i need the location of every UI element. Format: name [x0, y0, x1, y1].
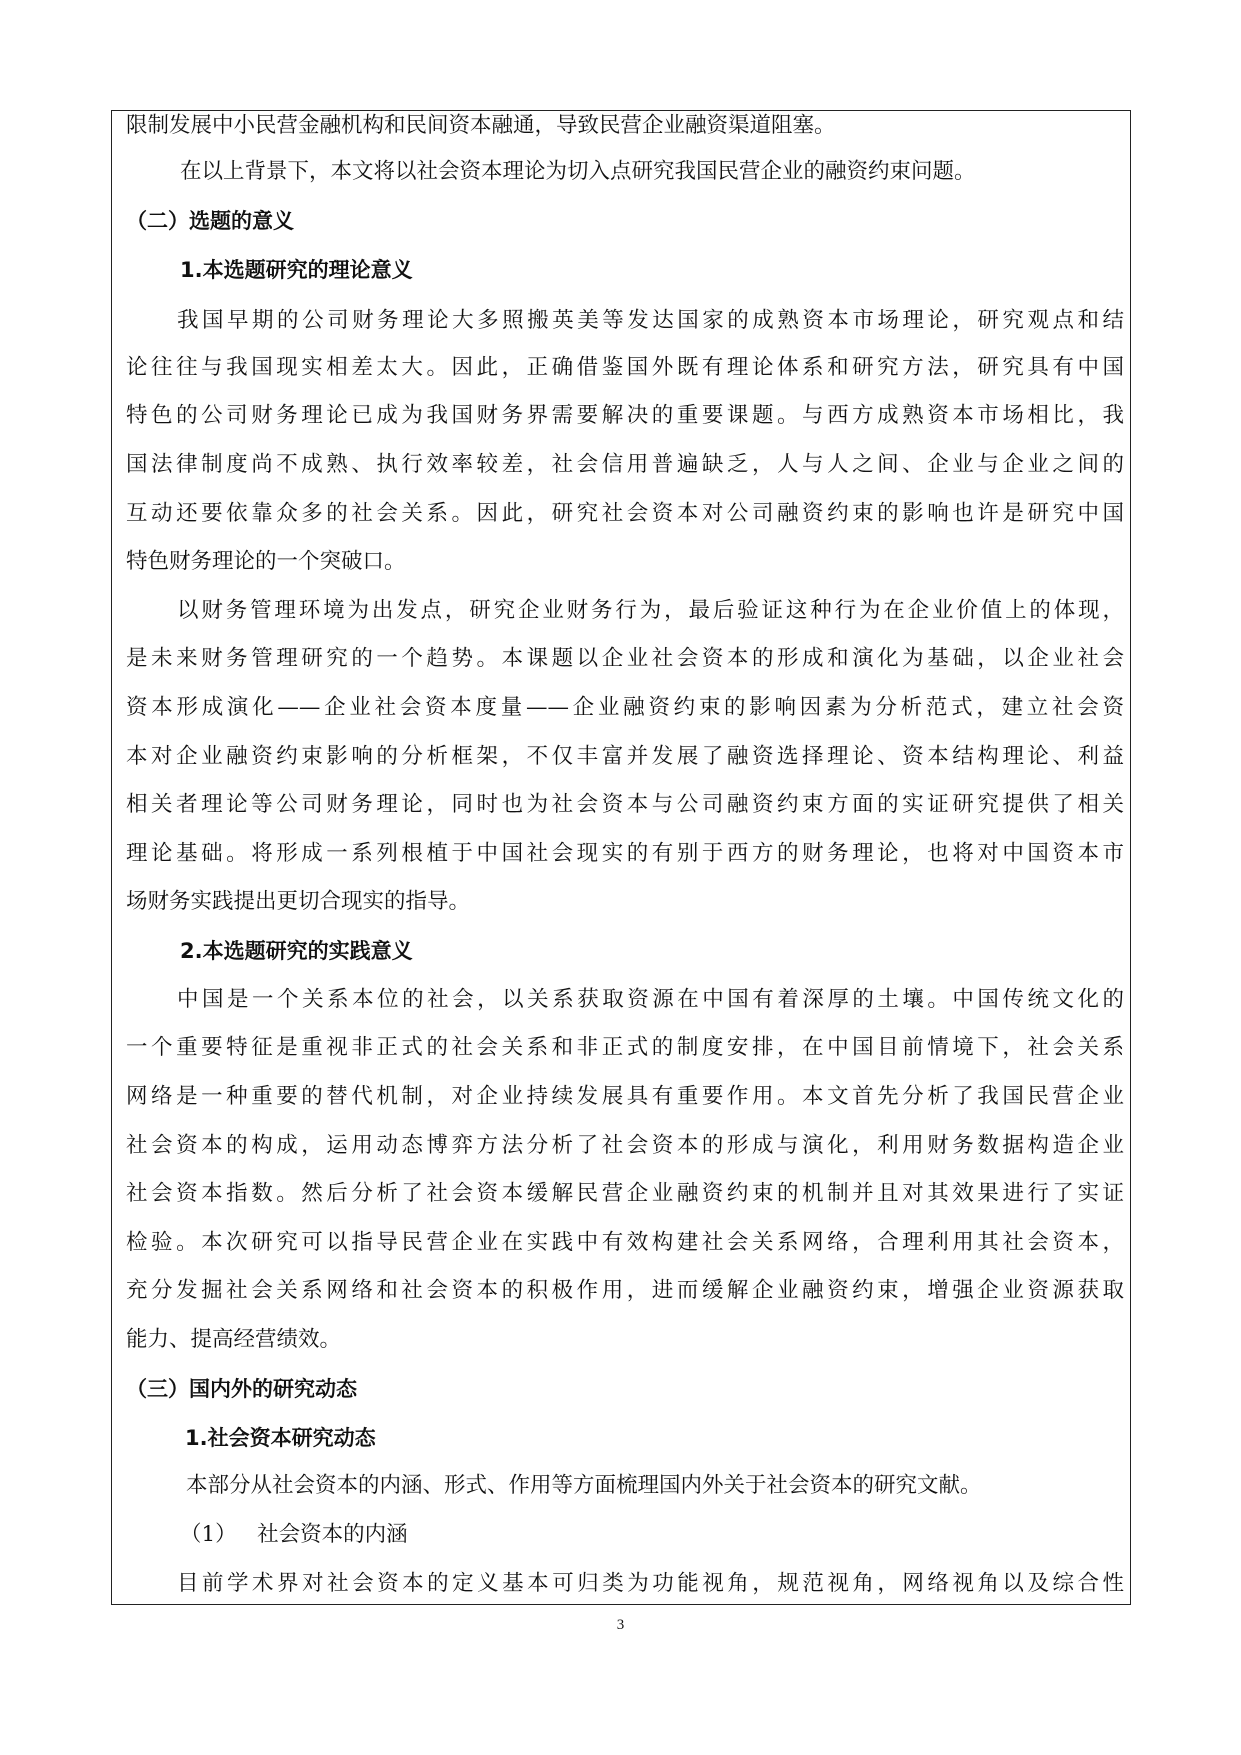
subsection-heading-theory: 1.本选题研究的理论意义 [180, 258, 413, 282]
text-line-22: 社会资本的构成，运用动态博弈方法分析了社会资本的形成与演化，利用财务数据构造企业 [126, 1133, 1124, 1158]
subsection-heading-practice: 2.本选题研究的实践意义 [180, 939, 413, 963]
text-line-29: 本部分从社会资本的内涵、形式、作用等方面梳理国内外关于社会资本的研究文献。 [186, 1473, 982, 1498]
text-line-23: 社会资本指数。然后分析了社会资本缓解民营企业融资约束的机制并且对其效果进行了实证 [126, 1181, 1124, 1206]
text-line-19: 中国是一个关系本位的社会，以关系获取资源在中国有着深厚的土壤。中国传统文化的 [177, 987, 1124, 1012]
text-line-8: 国法律制度尚不成熟、执行效率较差，社会信用普遍缺乏，人与人之间、企业与企业之间的 [126, 452, 1124, 477]
page-number: 3 [616, 1617, 625, 1633]
text-line-15: 相关者理论等公司财务理论，同时也为社会资本与公司融资约束方面的实证研究提供了相关 [126, 792, 1124, 817]
text-line-7: 特色的公司财务理论已成为我国财务界需要解决的重要课题。与西方成熟资本市场相比，我 [126, 403, 1124, 428]
text-line-5: 我国早期的公司财务理论大多照搬英美等发达国家的成熟资本市场理论，研究观点和结 [177, 308, 1124, 333]
text-line-26: 能力、提高经营绩效。 [126, 1327, 342, 1352]
list-item-1: （1） 社会资本的内涵 [180, 1522, 408, 1547]
text-line-25: 充分发掘社会关系网络和社会资本的积极作用，进而缓解企业融资约束，增强企业资源获取 [126, 1278, 1124, 1303]
text-line-21: 网络是一种重要的替代机制，对企业持续发展具有重要作用。本文首先分析了我国民营企业 [126, 1084, 1124, 1109]
section-heading-2: （二）选题的意义 [126, 209, 294, 233]
text-line-6: 论往往与我国现实相差太大。因此，正确借鉴国外既有理论体系和研究方法，研究具有中国 [126, 355, 1124, 380]
text-line-10: 特色财务理论的一个突破口。 [126, 549, 406, 574]
text-line-2: 在以上背景下，本文将以社会资本理论为切入点研究我国民营企业的融资约束问题。 [180, 159, 976, 184]
subsection-heading-social-capital: 1.社会资本研究动态 [185, 1426, 376, 1450]
section-heading-3: （三）国内外的研究动态 [126, 1377, 357, 1401]
text-line-16: 理论基础。将形成一系列根植于中国社会现实的有别于西方的财务理论，也将对中国资本市 [126, 841, 1124, 866]
text-line-11: 以财务管理环境为出发点，研究企业财务行为，最后验证这种行为在企业价值上的体现， [177, 598, 1124, 623]
text-line-14: 本对企业融资约束影响的分析框架，不仅丰富并发展了融资选择理论、资本结构理论、利益 [126, 744, 1124, 769]
text-line-17: 场财务实践提出更切合现实的指导。 [126, 889, 471, 914]
text-line-1: 限制发展中小民营金融机构和民间资本融通，导致民营企业融资渠道阻塞。 [126, 113, 836, 138]
text-line-24: 检验。本次研究可以指导民营企业在实践中有效构建社会关系网络，合理利用其社会资本， [126, 1230, 1124, 1255]
text-line-20: 一个重要特征是重视非正式的社会关系和非正式的制度安排，在中国目前情境下，社会关系 [126, 1035, 1124, 1060]
text-line-31: 目前学术界对社会资本的定义基本可归类为功能视角，规范视角，网络视角以及综合性 [177, 1571, 1124, 1596]
text-line-12: 是未来财务管理研究的一个趋势。本课题以企业社会资本的形成和演化为基础，以企业社会 [126, 646, 1124, 671]
text-line-9: 互动还要依靠众多的社会关系。因此，研究社会资本对公司融资约束的影响也许是研究中国 [126, 501, 1124, 526]
text-line-13: 资本形成演化——企业社会资本度量——企业融资约束的影响因素为分析范式，建立社会资 [126, 695, 1124, 720]
